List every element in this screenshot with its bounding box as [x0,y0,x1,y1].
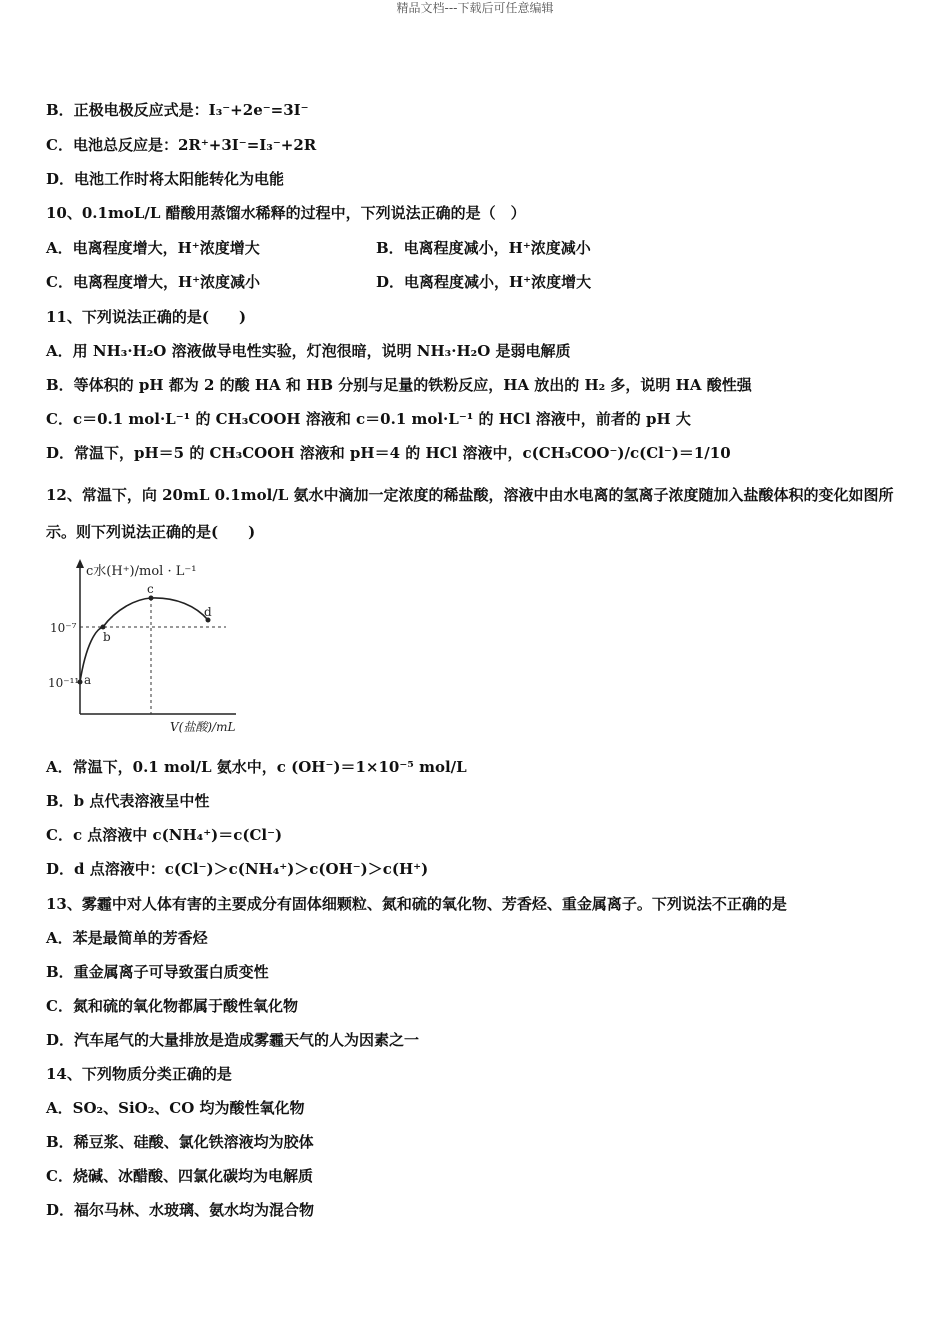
q10-option-d: D．电离程度减小，H⁺浓度增大 [376,273,592,291]
q10-stem: 10、0.1moL/L 醋酸用蒸馏水稀释的过程中，下列说法正确的是（ ） [46,204,526,222]
q14-option-d: D．福尔马林、水玻璃、氨水均为混合物 [46,1201,315,1219]
q9-option-b: B．正极电极反应式是：I₃⁻+2e⁻=3I⁻ [46,101,309,119]
q13-option-b: B．重金属离子可导致蛋白质变性 [46,963,269,981]
q13-option-c: C．氮和硫的氧化物都属于酸性氧化物 [46,997,298,1015]
q12-graph [46,554,246,744]
page-header: 精品文档---下载后可任意编辑 [396,1,554,15]
y-tick-1e-7: 10⁻⁷ [50,621,77,635]
y-tick-1e-11: 10⁻¹¹ [48,676,80,690]
q12-option-a: A．常温下，0.1 mol/L 氨水中，c (OH⁻)＝1×10⁻⁵ mol/L [46,758,467,776]
point-b-label: b [103,630,111,644]
q12-option-b: B．b 点代表溶液呈中性 [46,792,210,810]
q11-stem: 11、下列说法正确的是( ) [46,308,247,326]
q11-option-c: C．c＝0.1 mol·L⁻¹ 的 CH₃COOH 溶液和 c＝0.1 mol·L⁻¹ 的 HCl 溶液中，前者的 pH 大 [46,410,691,428]
curve [80,598,208,682]
q11-option-d: D．常温下，pH＝5 的 CH₃COOH 溶液和 pH＝4 的 HCl 溶液中，c(CH₃COO⁻)/c(Cl⁻)＝1/10 [46,444,731,462]
q10-option-b: B．电离程度减小，H⁺浓度减小 [376,239,591,257]
point-d-label: d [204,605,212,619]
q13-option-a: A．苯是最简单的芳香烃 [46,929,208,947]
q9-option-d: D．电池工作时将太阳能转化为电能 [46,170,285,188]
y-axis-arrow [76,559,84,568]
q9-option-c: C．电池总反应是：2R⁺+3I⁻=I₃⁻+2R [46,136,317,154]
point-b-marker [101,625,106,630]
q14-option-b: B．稀豆浆、硅酸、氯化铁溶液均为胶体 [46,1133,314,1151]
q12-figure [46,554,246,744]
q11-option-b: B．等体积的 pH 都为 2 的酸 HA 和 HB 分别与足量的铁粉反应，HA 放出的 H₂ 多，说明 HA 酸性强 [46,376,752,394]
q14-option-c: C．烧碱、冰醋酸、四氯化碳均为电解质 [46,1167,313,1185]
q12-stem: 12、常温下，向 20mL 0.1mol/L 氨水中滴加一定浓度的稀盐酸，溶液中由水电离的氢离子浓度随加入盐酸体积的变化如图所示。则下列说法正确的是( ) [46,486,894,541]
point-c-label: c [147,582,154,596]
q13-option-d: D．汽车尾气的大量排放是造成雾霾天气的人为因素之一 [46,1031,420,1049]
q14-stem: 14、下列物质分类正确的是 [46,1065,232,1083]
point-a-label: a [84,673,92,687]
q12-option-c: C．c 点溶液中 c(NH₄⁺)＝c(Cl⁻) [46,826,283,844]
q11-option-a: A．用 NH₃·H₂O 溶液做导电性实验，灯泡很暗，说明 NH₃·H₂O 是弱电解质 [46,342,571,360]
point-c-marker [149,596,154,601]
x-axis-label: V(盐酸)/mL [170,720,236,734]
q12-option-d: D．d 点溶液中：c(Cl⁻)＞c(NH₄⁺)＞c(OH⁻)＞c(H⁺) [46,860,429,878]
q10-option-a: A．电离程度增大，H⁺浓度增大 [46,239,260,257]
y-axis-label: c水(H⁺)/mol · L⁻¹ [86,564,197,579]
q10-option-c: C．电离程度增大，H⁺浓度减小 [46,273,261,291]
q13-stem: 13、雾霾中对人体有害的主要成分有固体细颗粒、氮和硫的氧化物、芳香烃、重金属离子。下列说法不正确的是 [46,895,787,913]
q14-option-a: A．SO₂、SiO₂、CO 均为酸性氧化物 [46,1099,305,1117]
